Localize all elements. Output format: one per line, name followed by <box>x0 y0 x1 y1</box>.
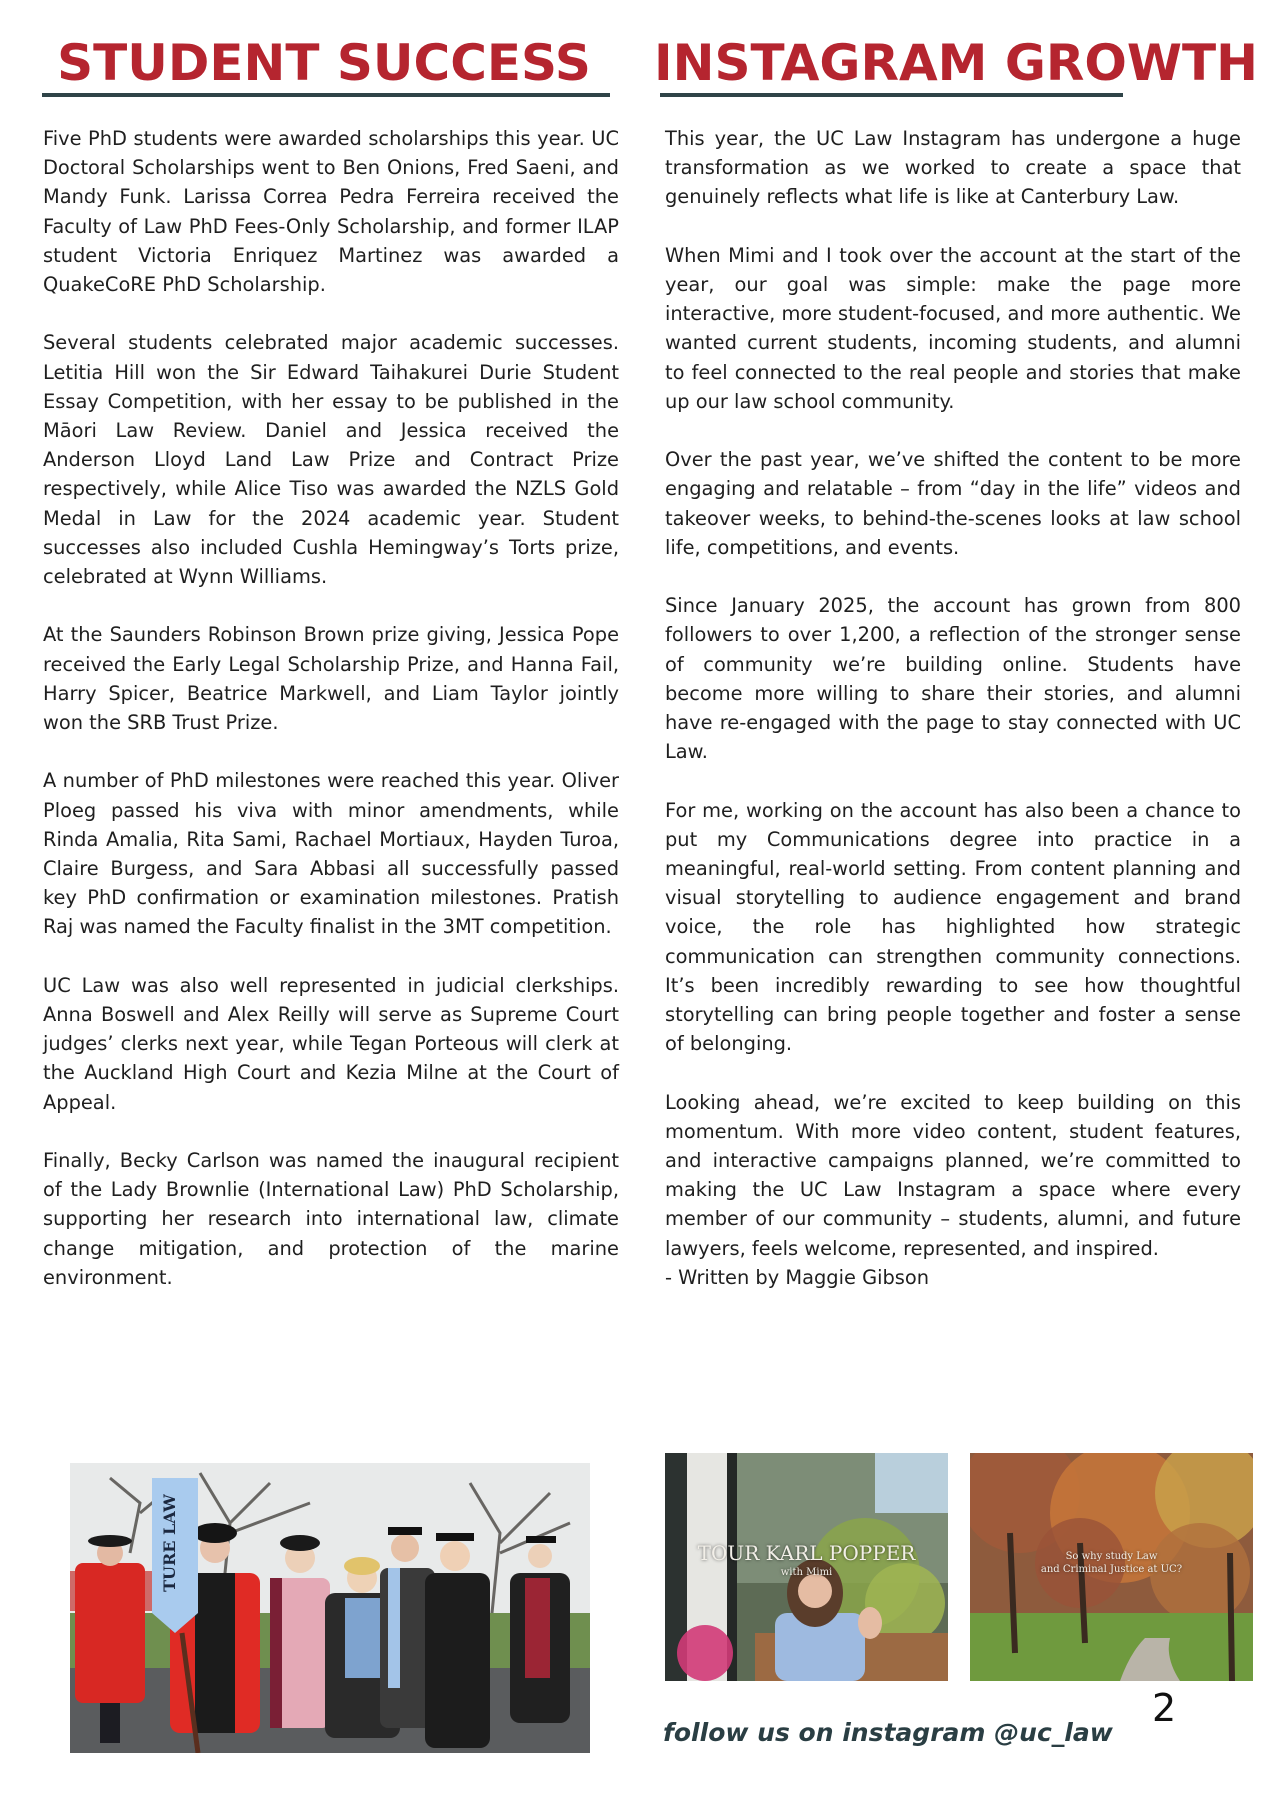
article-paragraph: When Mimi and I took over the account at the start of the year, our goal was simple: make the page more interactive, more student-focused, and more authentic. We wanted current students, incoming students, and alumni to feel connected to the real people and stories that make up our law school community. <box>665 243 1241 413</box>
heading-underline <box>42 93 610 97</box>
graduation-group-photo <box>70 1463 590 1753</box>
article-paragraph: At the Saunders Robinson Brown prize giving, Jessica Pope received the Early Legal Scholarship Prize, and Hanna Fail, Harry Spicer, Beatrice Markwell, and Liam Taylor jointly won the SRB Trust Prize. <box>43 623 619 735</box>
video-caption-subtitle: with Mimi <box>780 1567 833 1578</box>
instagram-follow-link[interactable]: follow us on instagram @uc_law <box>663 1718 1113 1747</box>
article-paragraph: For me, working on the account has also been a chance to put my Communications degree into practice in a meaningful, real-world setting. From content planning and visual storytelling to audience engagement and brand voice, the role has highlighted how strategic communication can strengthen community connections. It’s been incredibly rewarding to see how thoughtful storytelling can bring people together and foster a sense of belonging. <box>665 798 1241 1056</box>
banner-text: TURE LAW <box>160 1494 179 1592</box>
article-paragraph: Since January 2025, the account has grown from 800 followers to over 1,200, a reflection of the stronger sense of community we’re building online. Students have become more willing to share their stories, and alumni have re-engaged with the page to stay connected with UC Law. <box>665 594 1241 764</box>
article-paragraph: Over the past year, we’ve shifted the content to be more engaging and relatable – from “day in the life” videos and takeover weeks, to behind-the-scenes looks at law school life, competitions, and events. <box>665 448 1241 559</box>
graduation-photo-illustration <box>70 1463 590 1753</box>
video-caption-title: TOUR KARL POPPER <box>697 1541 916 1565</box>
heading-underline <box>660 93 1123 97</box>
article-paragraph: Five PhD students were awarded scholarships this year. UC Doctoral Scholarships went to Ben Onions, Fred Saeni, and Mandy Funk. Larissa Correa Pedra Ferreira received the Faculty of Law PhD Fees-Only Scholarship, and former ILAP student Victoria Enriquez Martinez was awarded a QuakeCoRE PhD Scholarship. <box>43 127 619 297</box>
video-caption-title: So why study Law <box>1065 1551 1158 1562</box>
student-success-article <box>43 124 619 1292</box>
author-signature: - Written by Maggie Gibson <box>665 1265 930 1289</box>
article-paragraph: This year, the UC Law Instagram has undergone a huge transformation as we worked to create a space that genuinely reflects what life is like at Canterbury Law. <box>665 127 1241 209</box>
student-success-heading: STUDENT SUCCESS <box>57 34 591 92</box>
article-paragraph: Looking ahead, we’re excited to keep building on this momentum. With more video content, student features, and interactive campaigns planned, we’re committed to making the UC Law Instagram a space where every member of our community – students, alumni, and future lawyers, feels welcome, represented, and inspired. <box>665 1090 1241 1260</box>
instagram-video-tour-karl-popper <box>665 1453 948 1681</box>
article-paragraph: UC Law was also well represented in judicial clerkships. Anna Boswell and Alex Reilly will serve as Supreme Court judges’ clerks next year, while Tegan Porteous will clerk at the Auckland High Court and Kezia Milne at the Court of Appeal. <box>43 973 619 1114</box>
video-caption-subtitle: and Criminal Justice at UC? <box>1040 1564 1183 1575</box>
article-paragraph: Finally, Becky Carlson was named the inaugural recipient of the Lady Brownlie (International Law) PhD Scholarship, supporting her research into international law, climate change mitigation, and protection of the marine environment. <box>43 1149 619 1289</box>
page-number: 2 <box>1152 1686 1177 1730</box>
article-paragraph: Several students celebrated major academic successes. Letitia Hill won the Sir Edward Taihakurei Durie Student Essay Competition, with her essay to be published in the Māori Law Review. Daniel and Jessica received the Anderson Lloyd Land Law Prize and Contract Prize respectively, while Alice Tiso was awarded the NZLS Gold Medal in Law for the 2024 academic year. Student successes also included Cushla Hemingway’s Torts prize, celebrated at Wynn Williams. <box>43 331 619 589</box>
instagram-growth-article <box>665 124 1241 1292</box>
article-paragraph: A number of PhD milestones were reached this year. Oliver Ploeg passed his viva with minor amendments, while Rinda Amalia, Rita Sami, Rachael Mortiaux, Hayden Turoa, Claire Burgess, and Sara Abbasi all successfully passed key PhD confirmation or examination milestones. Pratish Raj was named the Faculty finalist in the 3MT competition. <box>43 769 619 939</box>
instagram-growth-heading: INSTAGRAM GROWTH <box>654 34 1258 92</box>
instagram-video-why-study-law <box>970 1453 1253 1681</box>
